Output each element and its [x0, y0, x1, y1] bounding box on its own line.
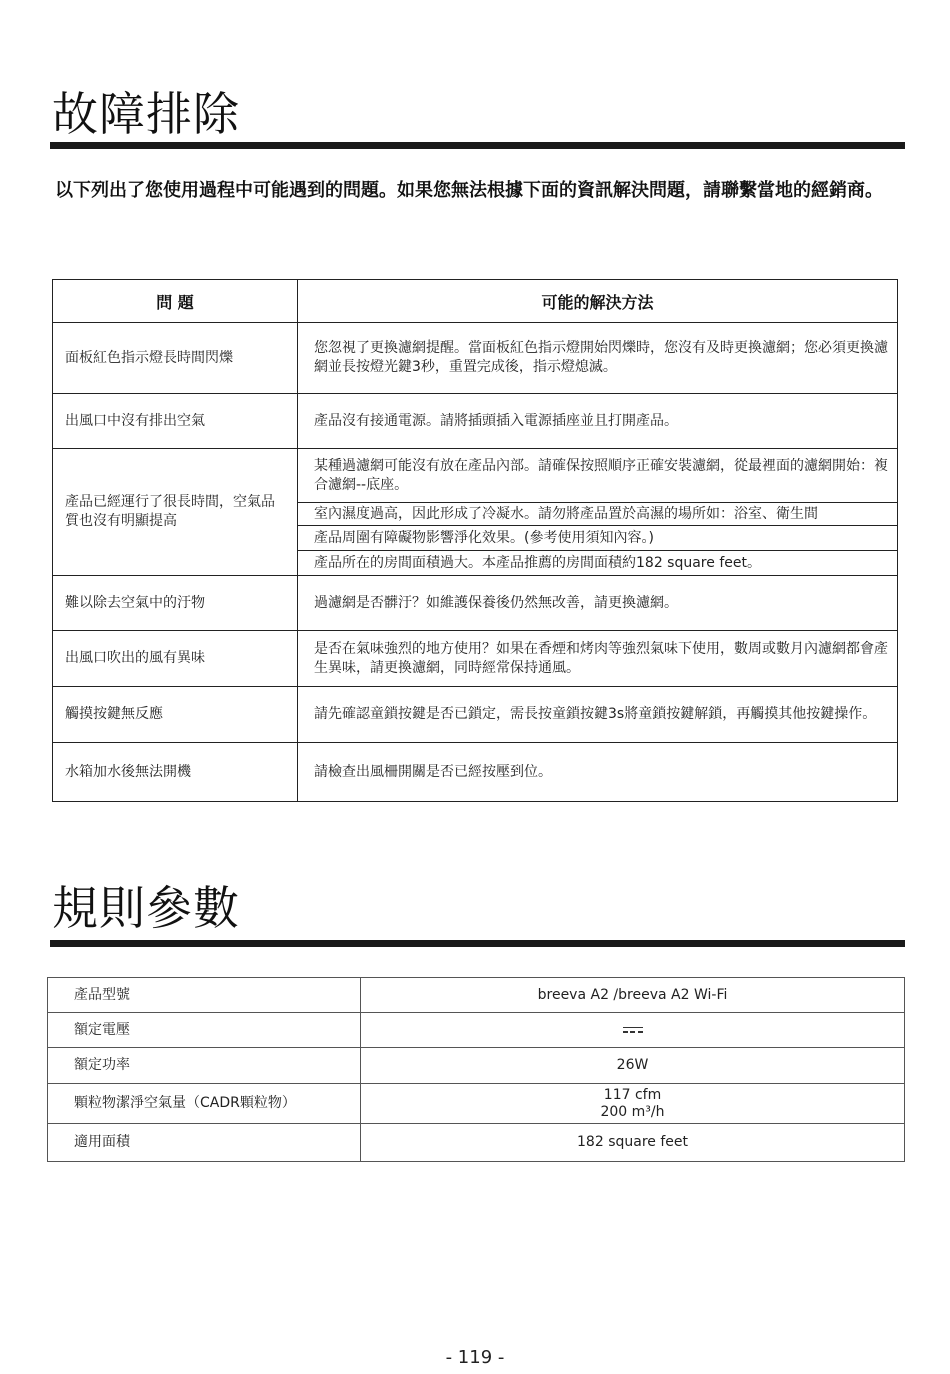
header-problem: 問 題: [53, 280, 298, 323]
table-row: [48, 978, 905, 1013]
troubleshooting-intro: 以下列出了您使用過程中可能遇到的問題。如果您無法根據下面的資訊解決問題，請聯繫當地的經銷商。: [55, 180, 883, 201]
solution-cell: 是否在氣味強烈的地方使用？如果在香煙和烤肉等強烈氣味下使用，數周或數月內濾網都會產生異味，請更換濾網，同時經常保持通風。: [298, 631, 898, 687]
troubleshooting-heading: 故障排除: [52, 87, 240, 141]
table-row: [53, 449, 898, 503]
solution-cell: 某種過濾網可能沒有放在產品內部。請確保按照順序正確安裝濾網，從最裡面的濾網開始：複合濾網--底座。: [298, 449, 898, 503]
problem-cell: 產品已經運行了很長時間，空氣品質也沒有明顯提高: [53, 449, 298, 576]
table-row: [53, 631, 898, 687]
spec-value: 26W: [361, 1048, 905, 1084]
problem-cell: 水箱加水後無法開機: [53, 743, 298, 802]
problem-cell: 出風口吹出的風有異味: [53, 631, 298, 687]
spec-value: breeva A2 /breeva A2 Wi-Fi: [361, 978, 905, 1013]
table-row: [53, 743, 898, 802]
problem-cell: 面板紅色指示燈長時間閃爍: [53, 323, 298, 394]
heading-rule: [50, 142, 905, 149]
table-row: [53, 394, 898, 449]
page-number: - 119 -: [445, 1347, 505, 1368]
table-header-row: [53, 280, 898, 323]
heading-rule: [50, 940, 905, 947]
dc-symbol-icon: [623, 1027, 643, 1033]
spec-value-line: 117 cfm: [603, 1086, 662, 1103]
spec-label: 產品型號: [48, 978, 361, 1013]
table-row: [53, 687, 898, 743]
table-row: [53, 576, 898, 631]
table-row: [48, 1124, 905, 1162]
problem-cell: 難以除去空氣中的汙物: [53, 576, 298, 631]
solution-cell: 請檢查出風柵開關是否已經按壓到位。: [298, 743, 898, 802]
solution-cell: 室內濕度過高，因此形成了冷凝水。請勿將產品置於高濕的場所如：浴室、衛生間: [298, 503, 898, 526]
spec-label: 適用面積: [48, 1124, 361, 1162]
spec-label: 顆粒物潔淨空氣量（CADR顆粒物）: [48, 1084, 361, 1124]
spec-value: [361, 1013, 905, 1048]
spec-value-line: 200 m³/h: [600, 1103, 665, 1120]
specifications-table: [47, 977, 905, 1162]
solution-cell: 產品所在的房間面積過大。本產品推薦的房間面積約182 square feet。: [298, 551, 898, 576]
table-row: [48, 1084, 905, 1124]
solution-cell: 請先確認童鎖按鍵是否已鎖定，需長按童鎖按鍵3s將童鎖按鍵解鎖，再觸摸其他按鍵操作。: [298, 687, 898, 743]
spec-label: 額定功率: [48, 1048, 361, 1084]
spec-value: [361, 1084, 905, 1124]
problem-cell: 觸摸按鍵無反應: [53, 687, 298, 743]
solution-cell: 產品周圍有障礙物影響淨化效果。(參考使用須知內容。): [298, 526, 898, 551]
header-solution: 可能的解決方法: [298, 280, 898, 323]
specifications-heading: 規則參數: [52, 881, 240, 935]
solution-cell: 您忽視了更換濾網提醒。當面板紅色指示燈開始閃爍時，您沒有及時更換濾網；您必須更換濾網並長按燈光鍵3秒，重置完成後，指示燈熄滅。: [298, 323, 898, 394]
table-row: [48, 1048, 905, 1084]
problem-cell: 出風口中沒有排出空氣: [53, 394, 298, 449]
spec-label: 額定電壓: [48, 1013, 361, 1048]
solution-cell: 產品沒有接通電源。請將插頭插入電源插座並且打開產品。: [298, 394, 898, 449]
troubleshooting-table: [52, 279, 898, 802]
solution-cell: 過濾網是否髒汙？如維護保養後仍然無改善，請更換濾網。: [298, 576, 898, 631]
table-row: [48, 1013, 905, 1048]
table-row: [53, 323, 898, 394]
spec-value: 182 square feet: [361, 1124, 905, 1162]
